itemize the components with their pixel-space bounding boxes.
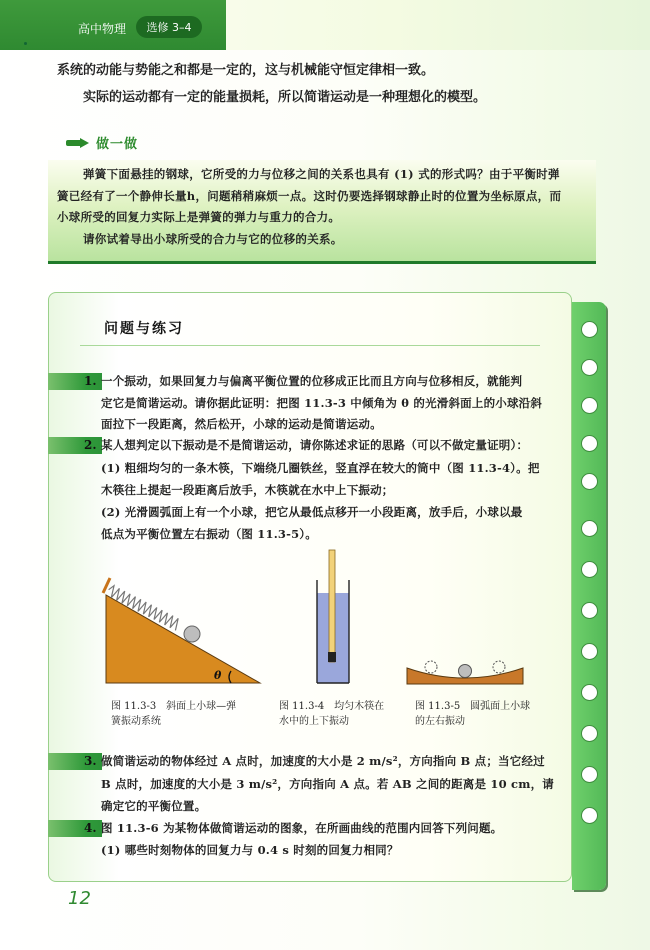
binder-hole <box>581 435 598 452</box>
ball-icon <box>459 665 472 678</box>
binder-strip <box>572 302 606 890</box>
question-3-number: 3. <box>84 754 97 768</box>
arrow-right-icon <box>66 138 90 148</box>
ghost-ball-left-icon <box>425 661 437 673</box>
question-3-line-2: B 点时，加速度的大小是 3 m/s²，方向指向 A 点。若 AB 之间的距离是 10 cm，请 <box>101 777 554 791</box>
book-title: 高中物理 <box>78 22 127 36</box>
question-2-line-5: 低点为平衡位置左右振动（图 11.3-5）。 <box>101 527 317 541</box>
question-1-line-3: 面拉下一段距离，然后松开，小球的运动是简谐运动。 <box>101 417 382 431</box>
binder-hole <box>581 807 598 824</box>
ghost-ball-right-icon <box>493 661 505 673</box>
binder-hole <box>581 520 598 537</box>
binder-hole <box>581 684 598 701</box>
binder-hole <box>581 561 598 578</box>
angle-label: θ <box>214 669 222 682</box>
question-2-line-3: 木筷往上提起一段距离后放手，木筷就在水中上下振动； <box>101 483 394 497</box>
do-it-line-1: 弹簧下面悬挂的钢球，它所受的力与位移之间的关系也具有 (1) 式的形式吗？由于平衡时弹 <box>83 167 560 181</box>
binder-hole <box>581 321 598 338</box>
intro-line-1: 系统的动能与势能之和都是一定的，这与机械能守恒定律相一致。 <box>57 63 435 78</box>
question-3-line-1: 做简谐运动的物体经过 A 点时，加速度的大小是 2 m/s²，方向指向 B 点；当它经过 <box>101 754 545 768</box>
figure-11-3-3-caption-2: 簧振动系统 <box>111 716 161 727</box>
figure-11-3-3-caption-1: 图 11.3-3 斜面上小球—弹 <box>111 701 237 712</box>
binder-hole <box>581 725 598 742</box>
do-it-line-4: 请你试着导出小球所受的合力与它的位移的关系。 <box>83 232 343 246</box>
question-2-number: 2. <box>84 438 97 452</box>
ball-icon <box>184 626 200 642</box>
binder-hole <box>581 397 598 414</box>
question-4-line-1: 图 11.3-6 为某物体做简谐运动的图象，在所画曲线的范围内回答下列问题。 <box>101 821 503 835</box>
figure-incline-spring <box>100 575 270 690</box>
question-4-line-2: (1) 哪些时刻物体的回复力与 0.4 s 时刻的回复力相同？ <box>101 843 399 857</box>
title-divider <box>80 345 540 346</box>
binder-hole <box>581 643 598 660</box>
figure-arc-ball <box>405 660 530 690</box>
page-number: 12 <box>68 888 91 909</box>
figure-11-3-4-caption-1: 图 11.3-4 均匀木筷在 <box>279 701 385 712</box>
figure-11-3-5-caption-2: 的左右振动 <box>415 716 465 727</box>
question-4-number: 4. <box>84 821 97 835</box>
do-it-label: 做一做 <box>96 137 139 152</box>
exercises-title: 问题与练习 <box>104 321 184 337</box>
figure-11-3-4-caption-2: 水中的上下振动 <box>279 716 349 727</box>
do-it-line-3: 小球所受的回复力实际上是弹簧的弹力与重力的合力。 <box>57 210 341 224</box>
question-1-line-1: 一个振动，如果回复力与偏离平衡位置的位移成正比而且方向与位移相反，就能判 <box>101 374 523 388</box>
question-1-number: 1. <box>84 374 97 388</box>
intro-line-2: 实际的运动都有一定的能量损耗，所以简谐运动是一种理想化的模型。 <box>83 90 487 105</box>
figure-11-3-5-caption-1: 图 11.3-5 圆弧面上小球 <box>415 701 531 712</box>
question-1-line-2: 定它是简谐运动。请你据此证明：把图 11.3-3 中倾角为 θ 的光滑斜面上的小球沿斜 <box>101 396 543 410</box>
question-2-line-4: (2) 光滑圆弧面上有一个小球，把它从最低点移开一小段距离，放手后，小球以最 <box>101 505 523 519</box>
question-3-line-3: 确定它的平衡位置。 <box>101 799 207 813</box>
binder-hole <box>581 359 598 376</box>
do-it-heading <box>66 133 138 152</box>
header-dot <box>24 42 27 45</box>
binder-hole <box>581 766 598 783</box>
question-2-line-2: (1) 粗细均匀的一条木筷，下端绕几圈铁丝，竖直浮在较大的筒中（图 11.3-4）。把 <box>101 461 540 475</box>
binder-hole <box>581 602 598 619</box>
volume-badge: 选修 3–4 <box>136 16 202 38</box>
question-2-line-1: 某人想判定以下振动是不是简谐运动，请你陈述求证的思路（可以不做定量证明）： <box>101 438 529 452</box>
figure-chopstick-water <box>310 548 380 688</box>
binder-hole <box>581 473 598 490</box>
do-it-line-2: 簧已经有了一个静伸长量h，问题稍稍麻烦一点。这时仍要选择钢球静止时的位置为坐标原点，而 <box>57 189 562 203</box>
